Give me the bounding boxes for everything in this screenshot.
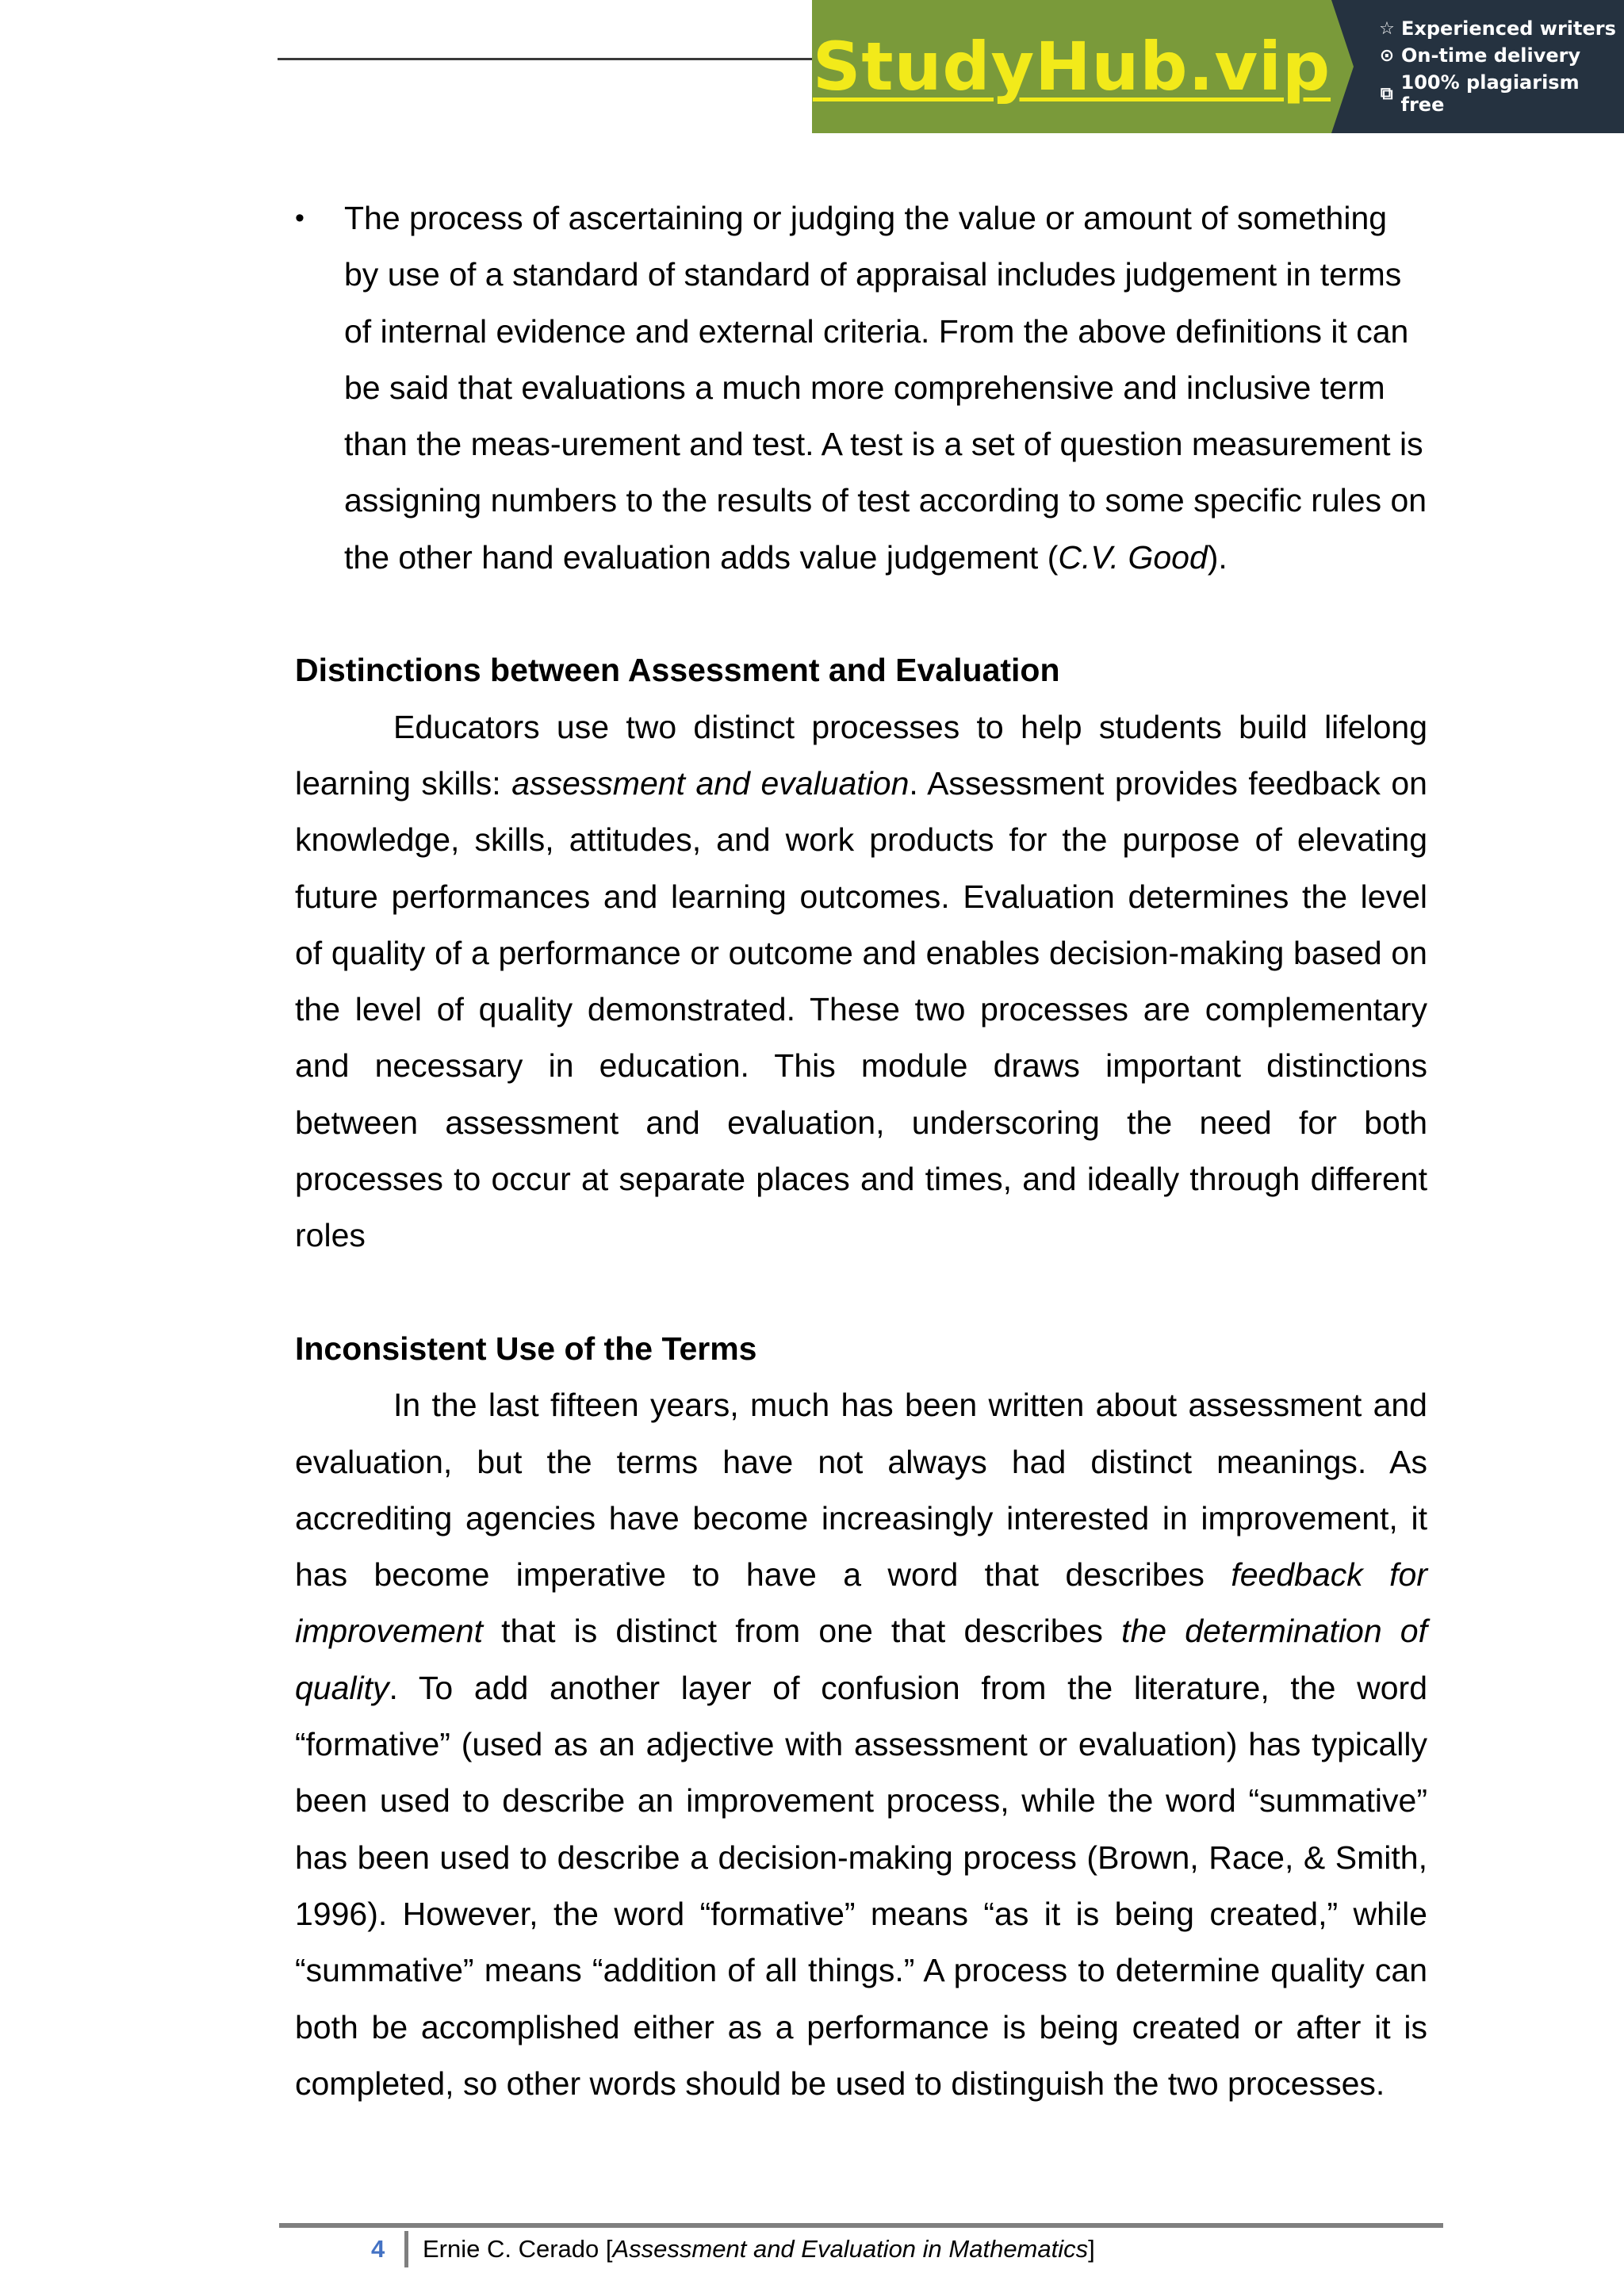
page-footer bbox=[371, 2229, 1095, 2269]
logo-text: StudyHub.vip bbox=[812, 28, 1331, 105]
clock-icon: ⊙ bbox=[1379, 45, 1395, 66]
paragraph: Educators use two distinct processes to help students build lifelong learning skills: assessment and evaluation. Assessment provides feedback on knowledge, skills, attitudes, and work products for the purpose of elevating future performances and learning outcomes. Evaluation determines the level of quality of a performance or outcome and enables decision-making based on the level of quality demonstrated. These two processes are complementary and necessary in education. This module draws important distinctions between assessment and evaluation, underscoring the need for both processes to occur at separate places and times, and ideally through different roles bbox=[295, 708, 1427, 1254]
section-heading: Inconsistent Use of the Terms bbox=[295, 1330, 757, 1367]
feature-label: On-time delivery bbox=[1401, 44, 1581, 67]
feature-plagiarism-free bbox=[1379, 71, 1624, 116]
footer-citation: Ernie C. Cerado [Assessment and Evaluation in Mathematics] bbox=[423, 2235, 1095, 2263]
paragraph: In the last fifteen years, much has been written about assessment and evaluation, but the terms have not always had distinct meanings. As accrediting agencies have become increasingly interested in improvement, it has become imperative to have a word that describes feedback for improvement that is distinct from one that describes the determination of quality. To add another layer of confusion from the literature, the word “formative” (used as an adjective with assessment or evaluation) has typically been used to describe an improvement process, while the word “summative” has been used to describe a decision-making process (Brown, Race, & Smith, 1996). However, the word “formative” means “as it is being created,” while “summative” means “addition of all things.” A process to determine quality can both be accomplished either as a performance is being created or after it is completed, so other words should be used to distinguish the two processes. bbox=[295, 1387, 1427, 2102]
feature-label: Experienced writers bbox=[1401, 17, 1616, 40]
studyhub-banner[interactable] bbox=[812, 0, 1624, 133]
star-icon: ☆ bbox=[1379, 18, 1395, 39]
copy-icon: ⧉ bbox=[1380, 83, 1393, 104]
bullet-icon: • bbox=[295, 203, 304, 233]
section-heading: Distinctions between Assessment and Evaluation bbox=[295, 652, 1060, 689]
document-body bbox=[295, 190, 1427, 2112]
bullet-text: The process of ascertaining or judging the value or amount of something by use of a standard of standard of appraisal includes judgement in terms of internal evidence and external criteria. From the above definitions it can be said that evaluations a much more comprehensive and inclusive term than the meas-urement and test. A test is a set of question measurement is assigning numbers to the results of test according to some specific rules on the other hand evaluation adds value judgement (C.V. Good). bbox=[344, 200, 1427, 576]
banner-features bbox=[1331, 0, 1624, 133]
footer-separator bbox=[404, 2231, 408, 2267]
footer-rule bbox=[279, 2223, 1443, 2228]
bullet-item bbox=[295, 190, 1427, 586]
feature-label: 100% plagiarism free bbox=[1400, 71, 1580, 116]
studyhub-logo[interactable] bbox=[812, 0, 1331, 133]
banner-arrow bbox=[1331, 0, 1354, 133]
page-number: 4 bbox=[371, 2235, 385, 2263]
feature-experienced-writers bbox=[1379, 17, 1624, 40]
feature-on-time-delivery bbox=[1379, 44, 1624, 67]
header-rule bbox=[278, 58, 817, 60]
